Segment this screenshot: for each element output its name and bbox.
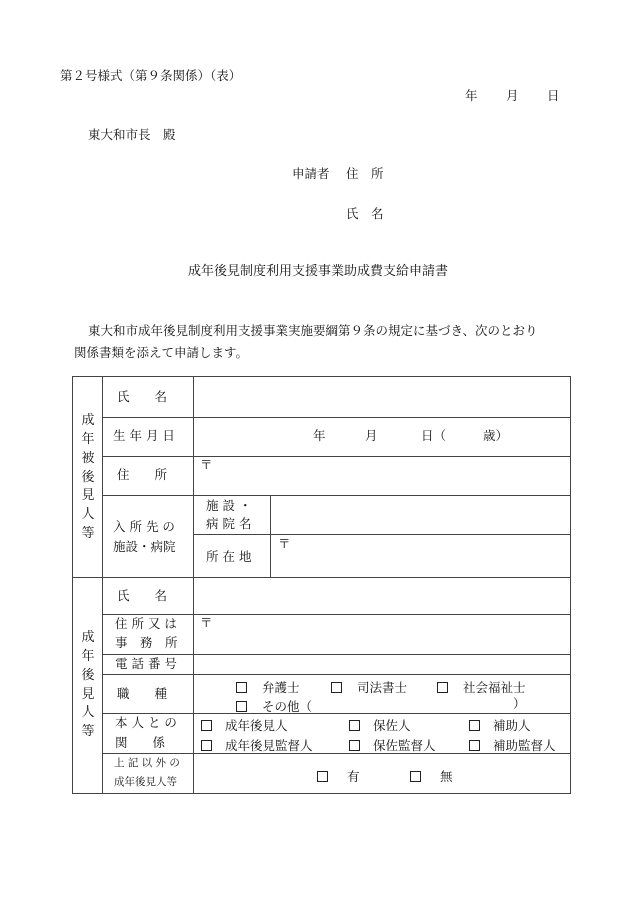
relation-curator[interactable]: 保佐人 — [349, 716, 411, 734]
checkbox-icon[interactable] — [410, 771, 421, 782]
checkbox-icon[interactable] — [201, 720, 212, 731]
applicant-address-label: 住 所 — [346, 166, 384, 181]
date-year-label: 年 — [465, 88, 478, 103]
section2-heading: 成 年 後 見 人 等 — [81, 630, 95, 740]
document-title: 成年後見制度利用支援事業助成費支給申請書 — [188, 264, 449, 279]
other-guardian-label-line1: 上 記 以 外 の — [114, 757, 180, 769]
body-text-line1: 東大和市成年後見制度利用支援事業実施要綱第９条の規定に基づき、次のとおり — [88, 323, 538, 338]
ward-address-label: 住 所 — [117, 467, 168, 482]
birth-age-unit: 歳） — [483, 428, 509, 443]
ward-name-field[interactable] — [195, 379, 569, 415]
job-option-lawyer[interactable]: 弁護士 — [236, 678, 300, 696]
birth-year-unit: 年 — [313, 428, 326, 443]
ward-birth-label: 生 年 月 日 — [113, 428, 175, 443]
addressee: 東大和市長 殿 — [88, 127, 176, 142]
checkbox-icon[interactable] — [331, 682, 342, 693]
relation-guardian[interactable]: 成年後見人 — [201, 716, 288, 734]
postal-mark: 〒 — [200, 457, 213, 472]
guardian-name-label: 氏 名 — [117, 588, 168, 603]
checkbox-icon[interactable] — [349, 720, 360, 731]
checkbox-icon[interactable] — [469, 740, 480, 751]
relation-assistant[interactable]: 補助人 — [469, 716, 531, 734]
facility-label-line1: 入 所 先 の — [113, 519, 175, 534]
checkbox-icon[interactable] — [236, 682, 247, 693]
checkbox-icon[interactable] — [437, 682, 448, 693]
applicant-name-label: 氏 名 — [346, 206, 384, 221]
relation-assistant-supervisor[interactable]: 補助監督人 — [469, 736, 556, 754]
birth-month-unit: 月 — [365, 428, 378, 443]
phone-label: 電 話 番 号 — [115, 656, 177, 671]
job-other-close: ） — [513, 696, 526, 711]
job-option-judicial-scrivener[interactable]: 司法書士 — [331, 678, 407, 696]
relation-label-line1: 本 人 と の — [115, 715, 177, 730]
relation-curator-supervisor[interactable]: 保佐監督人 — [349, 736, 436, 754]
guardian-address-label-line1: 住 所 又 は — [115, 616, 177, 631]
other-guardian-label-line2: 成年後見人等 — [114, 776, 177, 788]
facility-label-line2: 施設・病院 — [113, 539, 176, 554]
relation-label-line2: 関 係 — [115, 735, 166, 750]
facility-name-label-line2: 病 院 名 — [206, 516, 252, 531]
checkbox-icon[interactable] — [469, 720, 480, 731]
job-option-other[interactable]: その他（ — [236, 697, 312, 715]
relation-guardian-supervisor[interactable]: 成年後見監督人 — [201, 736, 313, 754]
checkbox-icon[interactable] — [236, 701, 247, 712]
birth-day-unit: 日（ — [421, 428, 447, 443]
guardian-address-label-line2: 事 務 所 — [115, 635, 178, 650]
job-option-social-worker[interactable]: 社会福祉士 — [437, 678, 526, 696]
section1-heading: 成 年 被 後 見 人 等 — [81, 413, 95, 542]
checkbox-icon[interactable] — [349, 740, 360, 751]
checkbox-icon[interactable] — [317, 771, 328, 782]
applicant-label: 申請者 — [292, 166, 330, 181]
job-label: 職 種 — [117, 686, 168, 701]
date-day-label: 日 — [547, 88, 560, 103]
ward-name-label: 氏 名 — [117, 389, 168, 404]
facility-postal-mark: 〒 — [278, 536, 291, 551]
facility-name-label-line1: 施 設 ・ — [206, 498, 252, 513]
form-number: 第２号様式（第９条関係）（表） — [60, 68, 242, 83]
facility-address-label: 所 在 地 — [206, 549, 252, 564]
date-month-label: 月 — [506, 88, 519, 103]
checkbox-icon[interactable] — [201, 740, 212, 751]
guardian-postal-mark: 〒 — [200, 615, 213, 630]
other-guardian-yes[interactable]: 有 — [317, 767, 360, 785]
body-text-line2: 関係書類を添えて申請します。 — [74, 345, 249, 360]
other-guardian-no[interactable]: 無 — [410, 767, 453, 785]
